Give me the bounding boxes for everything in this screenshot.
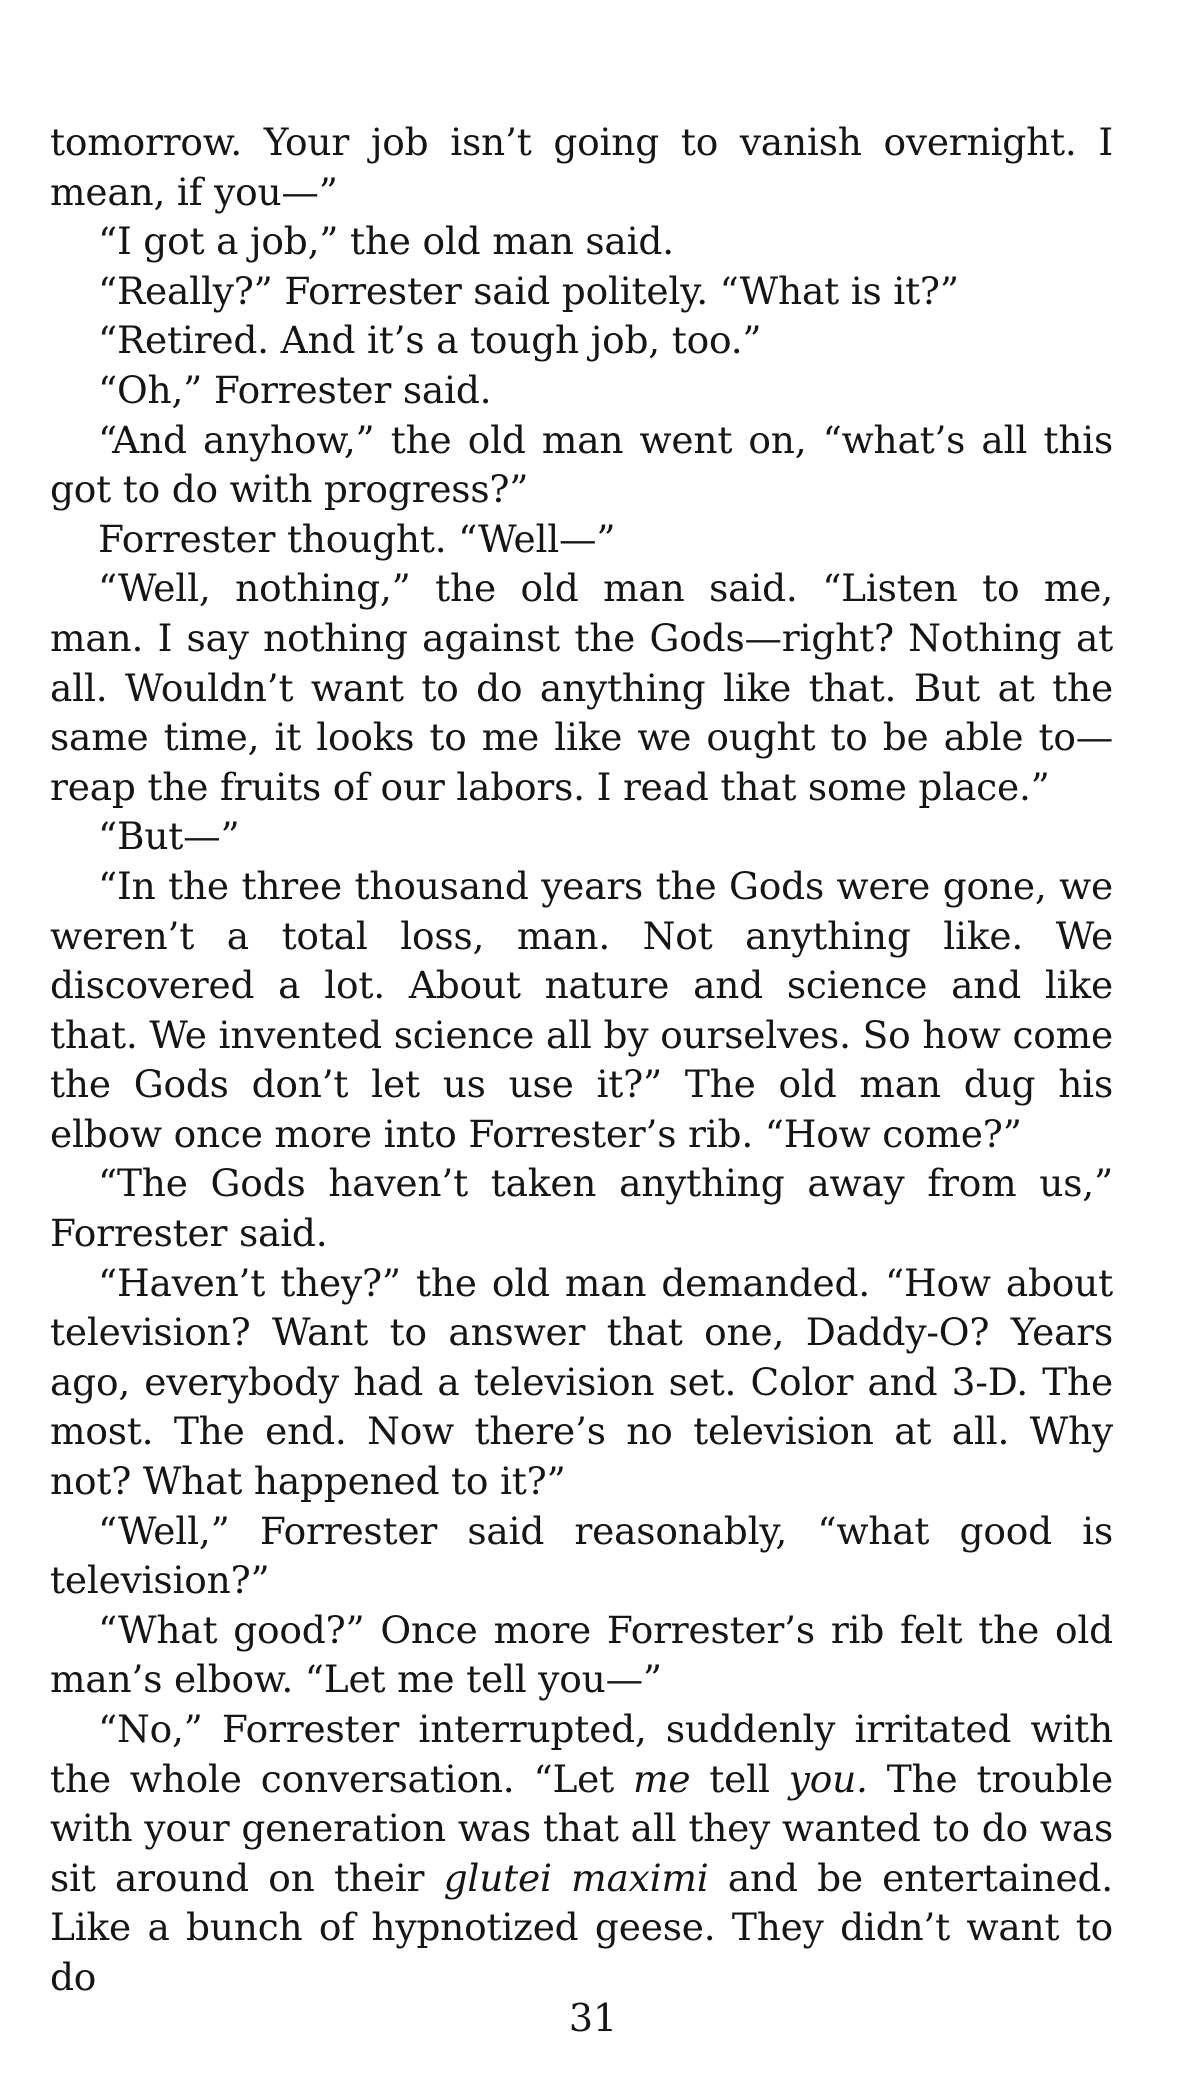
text-run: Forrester thought. “Well—”: [98, 516, 616, 561]
body-text: [50, 118, 1113, 2003]
text-run: “And anyhow,” the old man went on, “what’s all this got to do with progress?”: [50, 417, 1113, 512]
book-page: [50, 118, 1113, 2003]
page-number: 31: [568, 1996, 618, 2040]
text-run: and be entertained. Like a bunch of hypnotized geese. They didn’t want to do: [50, 1855, 1114, 1999]
italic-text: you.: [788, 1756, 868, 1801]
text-run: The trouble with your generation was that all they wanted to do was sit around on their: [50, 1756, 1113, 1900]
italic-text: me: [632, 1756, 691, 1801]
paragraph: [50, 267, 1113, 317]
text-run: “No,” Forrester interrupted, suddenly irritated with the whole conversation. “Let: [50, 1707, 1113, 1801]
paragraph: [50, 366, 1113, 416]
paragraph: [50, 1159, 1113, 1258]
text-run: tell: [690, 1756, 789, 1801]
text-run: “But—”: [98, 814, 240, 859]
paragraph: [50, 862, 1113, 1160]
paragraph: [50, 1705, 1113, 2003]
paragraph: [50, 416, 1113, 515]
text-run: “Retired. And it’s a tough job, too.”: [98, 318, 762, 363]
text-run: “In the three thousand years the Gods were gone, we weren’t a total loss, man. Not anything like. We discovered a lot. About nature and science and like that. We invented science all by ourselves. So how come the Gods don’t let us use it?” The old man dug his elbow once more into Forrester’s rib. “How come?”: [50, 863, 1113, 1156]
paragraph: [50, 118, 1113, 217]
text-run: “What good?” Once more Forrester’s rib felt the old man’s elbow. “Let me tell you—”: [50, 1607, 1113, 1702]
paragraph: [50, 515, 1113, 565]
text-run: “Really?” Forrester said politely. “What is it?”: [98, 268, 959, 313]
paragraph: [50, 1507, 1113, 1606]
paragraph: [50, 812, 1113, 862]
paragraph: [50, 1259, 1113, 1507]
paragraph: [50, 564, 1113, 812]
text-run: “I got a job,” the old man said.: [98, 219, 674, 264]
text-run: “Haven’t they?” the old man demanded. “How about television? Want to answer that one, Daddy-O? Years ago, everybody had a television set. Color and 3-D. The most. The end. Now there’s no television at all. Why not? What happened to it?”: [50, 1260, 1113, 1504]
text-run: tomorrow. Your job isn’t going to vanish overnight. I mean, if you—”: [50, 120, 1113, 214]
paragraph: [50, 217, 1113, 267]
paragraph: [50, 316, 1113, 366]
text-run: “The Gods haven’t taken anything away from us,” Forrester said.: [50, 1161, 1113, 1256]
italic-text: glutei maximi: [443, 1855, 709, 1900]
paragraph: [50, 1606, 1113, 1705]
text-run: “Oh,” Forrester said.: [98, 367, 492, 412]
text-run: “Well,” Forrester said reasonably, “what good is television?”: [50, 1508, 1113, 1603]
text-run: “Well, nothing,” the old man said. “Listen to me, man. I say nothing against the Gods—right? Nothing at all. Wouldn’t want to do anything like that. But at the same time, it looks to me like we ought to be able to—reap the fruits of our labors. I read that some place.”: [50, 566, 1113, 809]
